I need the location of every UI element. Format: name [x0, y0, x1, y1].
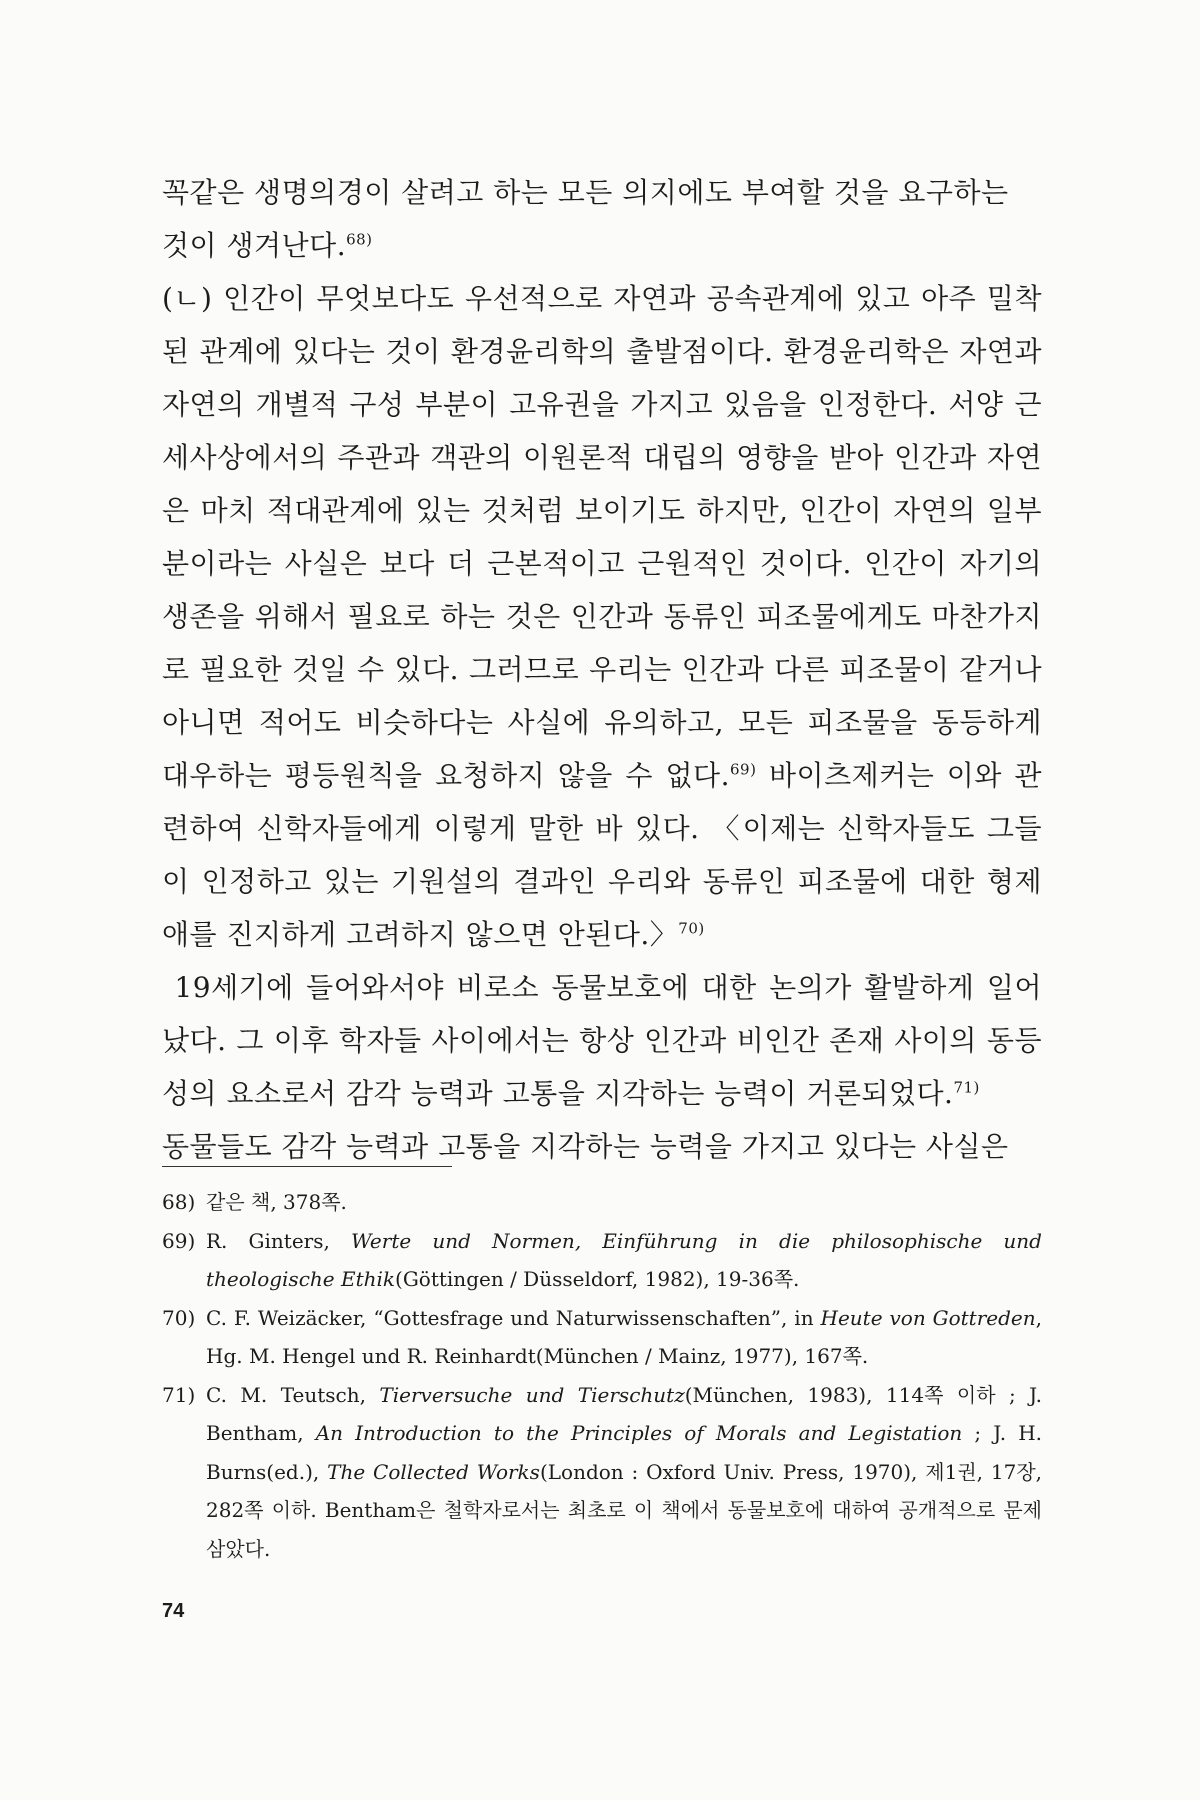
footnote-ref-71[interactable]: 71) [953, 1078, 980, 1097]
footnotes [162, 1183, 1042, 1568]
footnote-71: 71) C. M. Teutsch, Tierversuche und Tierschutz(München, 1983), 114쪽 이하 ; J. Bentham, An Introduction to the Principles of Morals and Legistation ; J. H. Burns(ed.), The Collected Works(London : Oxford Univ. Press, 1970), 제1권, 17장, 282쪽 이하. Bentham은 철학자로서는 최초로 이 책에서 동물보호에 대하여 공개적으로 문제삼았다. [162, 1382, 1042, 1561]
footnote-68: 68) 같은 책, 378쪽. [162, 1190, 347, 1214]
footnote-ref-70[interactable]: 70) [678, 919, 705, 938]
paragraph-1: 꼭같은 생명의경이 살려고 하는 모든 의지에도 부여할 것을 요구하는 것이 생겨난다.$^{68)}$ [162, 176, 1009, 262]
footnote-separator [162, 1166, 452, 1167]
footnote-69: 69) R. Ginters, Werte und Normen, Einführung in die philosophische und theologische Ethik(Göttingen / Düsseldorf, 1982), 19-36쪽. [162, 1228, 1042, 1291]
page-number: 74 [162, 1600, 185, 1622]
footnote-ref-69[interactable]: 69) [729, 760, 757, 779]
footnote-70: 70) C. F. Weizäcker, “Gottesfrage und Naturwissenschaften”, in Heute von Gottreden, Hg. M. Hengel und R. Reinhardt(München / Mainz, 1977), 167쪽. [162, 1305, 1042, 1368]
main-text [162, 166, 1042, 1173]
paragraph-3: 19세기에 들어와서야 비로소 동물보호에 대한 논의가 활발하게 일어났다. 그 이후 학자들 사이에서는 항상 인간과 비인간 존재 사이의 동등성의 요소로서 감각 능력과 고통을 지각하는 능력이 거론되었다.$^{71)}$ 동물들도 감각 능력과 고통을 지각하는 능력을 가지고 있다는 사실은 [162, 971, 1042, 1163]
footnote-ref-68[interactable]: 68) [346, 230, 373, 249]
paragraph-2: (ㄴ) 인간이 무엇보다도 우선적으로 자연과 공속관계에 있고 아주 밀착된 관계에 있다는 것이 환경윤리학의 출발점이다. 환경윤리학은 자연과 자연의 개별적 구성 부분이 고유권을 가지고 있음을 인정한다. 서양 근세사상에서의 주관과 객관의 이원론적 대립의 영향을 받아 인간과 자연은 마치 적대관계에 있는 것처럼 보이기도 하지만, 인간이 자연의 일부분이라는 사실은 보다 더 근본적이고 근원적인 것이다. 인간이 자기의 생존을 위해서 필요로 하는 것은 인간과 동류인 피조물에게도 마찬가지로 필요한 것일 수 있다. 그러므로 우리는 인간과 다른 피조물이 같거나 아니면 적어도 비슷하다는 사실에 유의하고, 모든 피조물을 동등하게 대우하는 평등원칙을 요청하지 않을 수 없다.$^{69)}$ 바이츠제커는 이와 관련하여 신학자들에게 이렇게 말한 바 있다. 〈이제는 신학자들도 그들이 인정하고 있는 기원설의 결과인 우리와 동류인 피조물에 대한 형제애를 진지하게 고려하지 않으면 안된다.〉$^{70)}$ [162, 282, 1042, 951]
